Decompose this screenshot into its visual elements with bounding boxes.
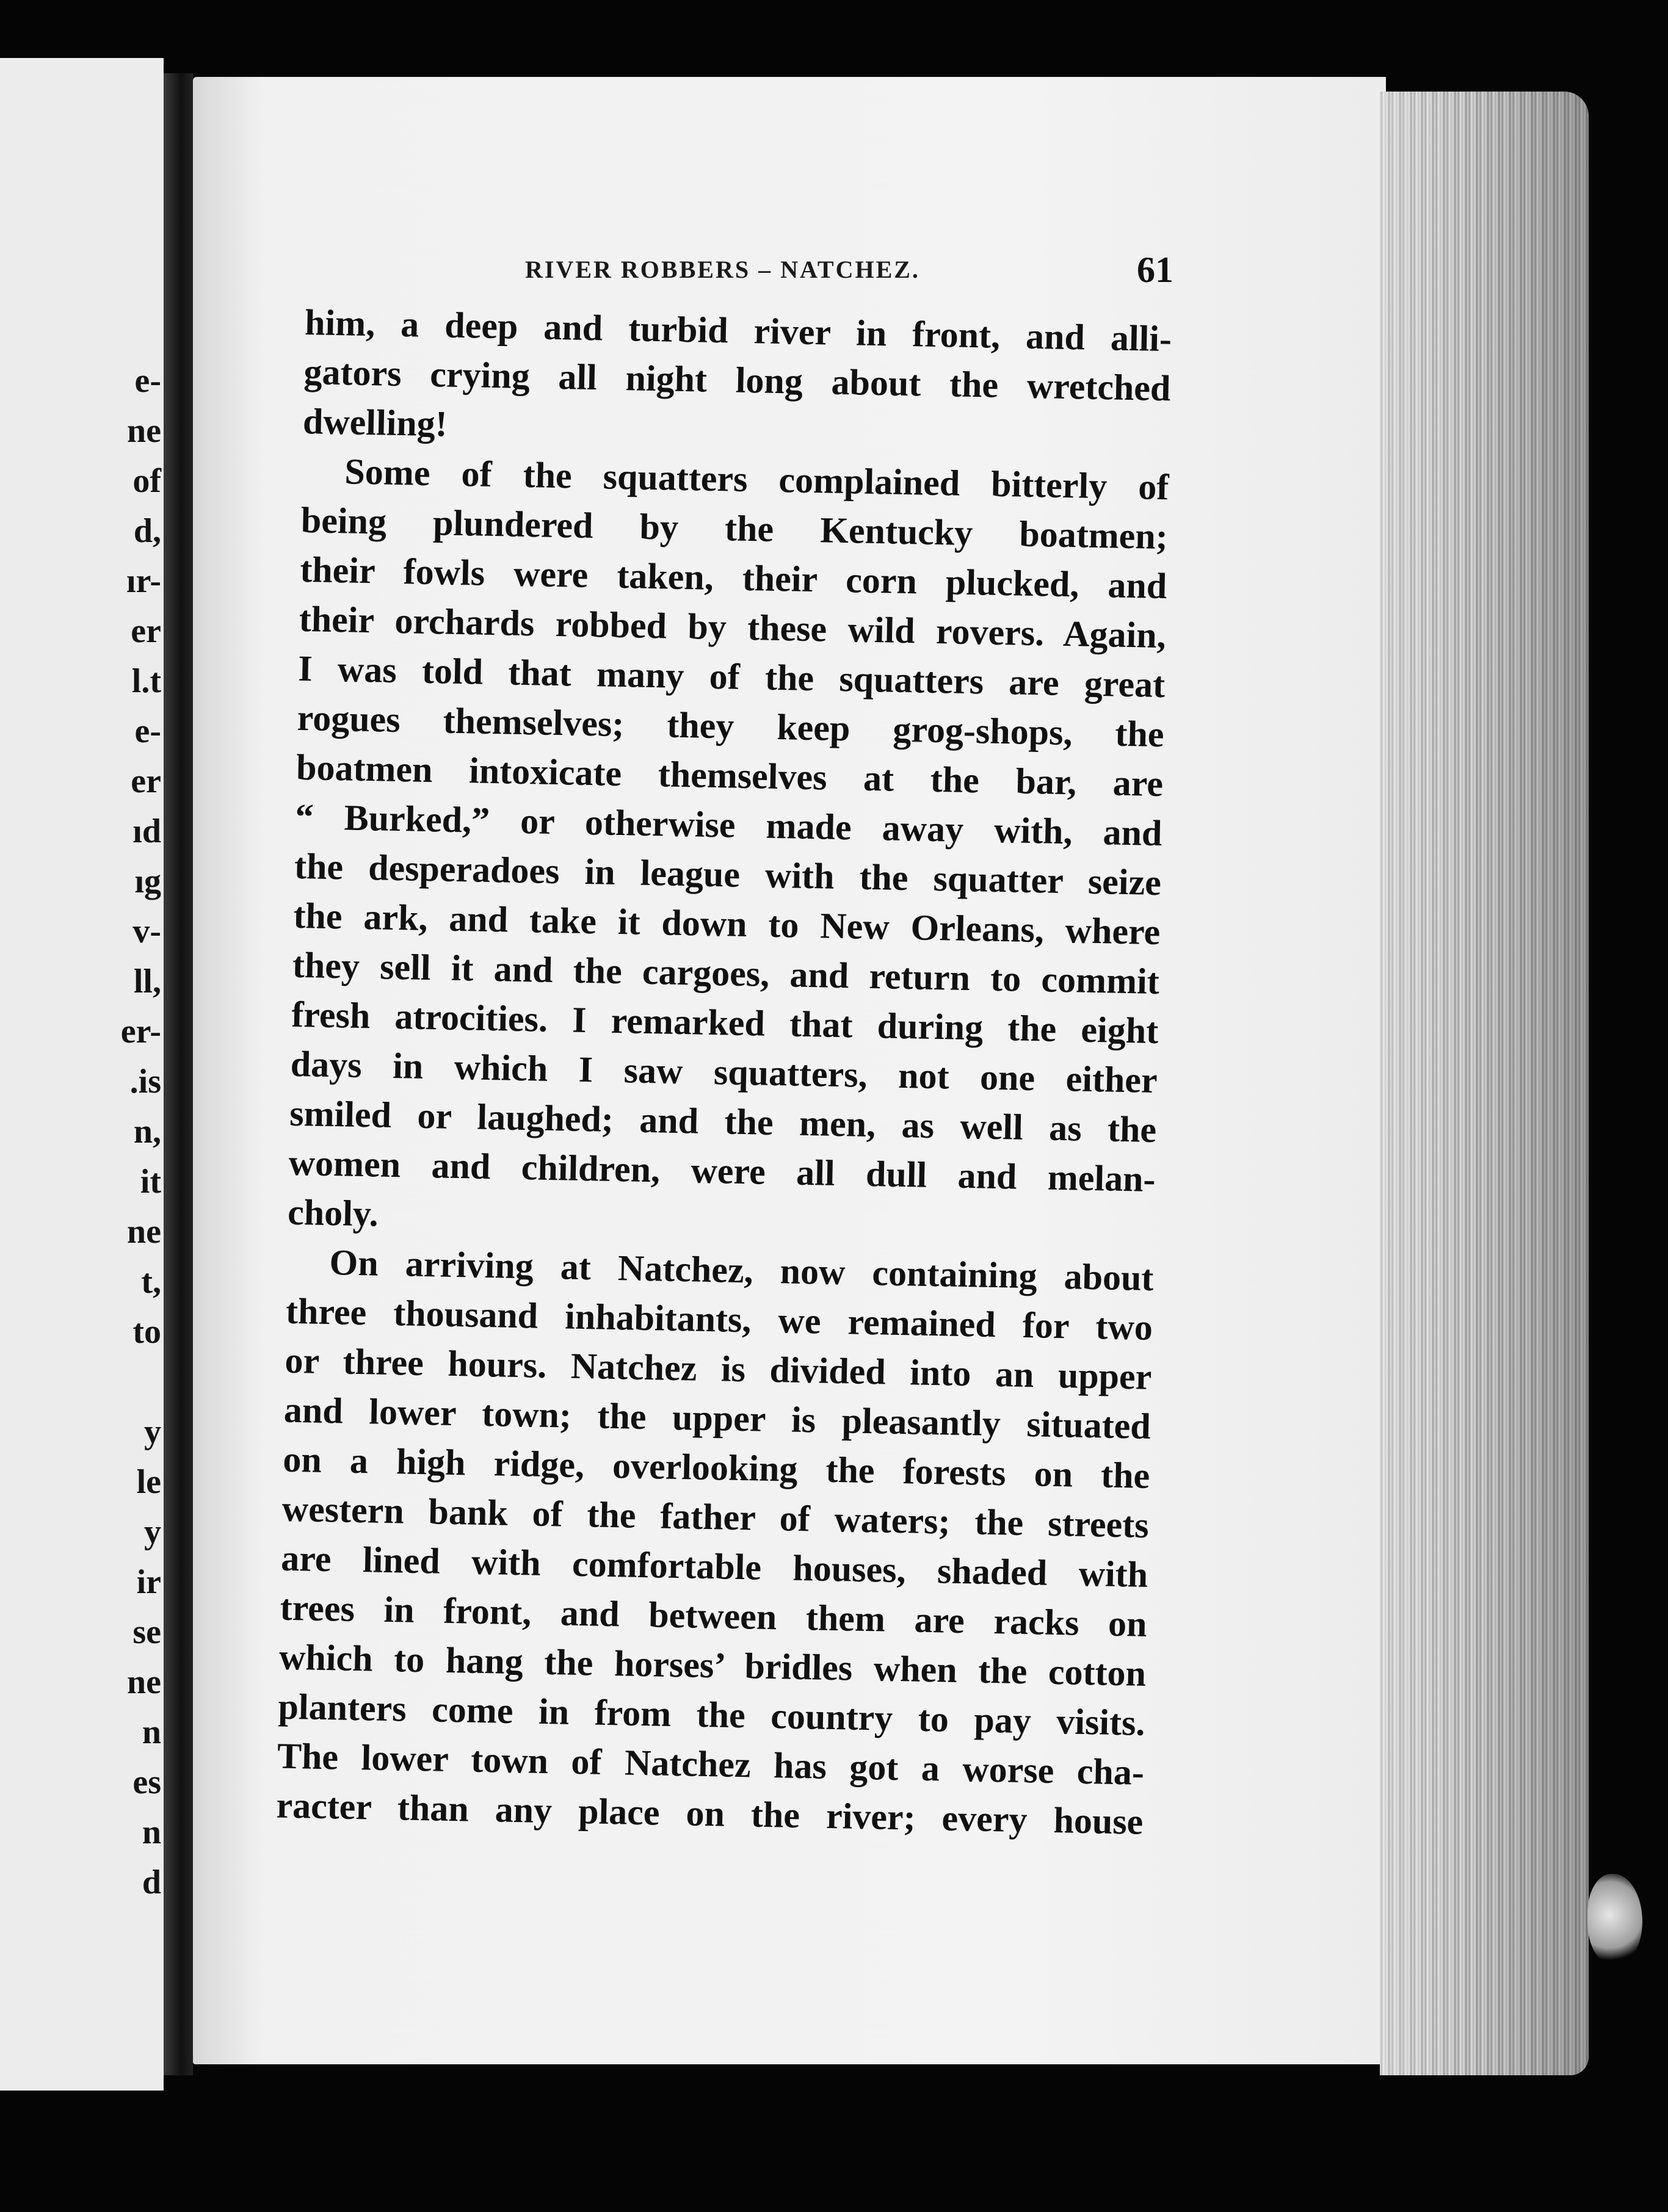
text-line: “ Burked,” or otherwise made away with, and — [295, 796, 1163, 854]
left-fragment: ne — [127, 1213, 161, 1251]
text-line: on a high ridge, overlooking the forests on the — [282, 1439, 1150, 1496]
left-fragment: y — [144, 1413, 161, 1451]
left-fragment: es — [132, 1763, 161, 1801]
left-fragment: l.t — [131, 662, 161, 700]
text-line: the desperadoes in league with the squatter seize — [294, 845, 1162, 903]
left-fragment: y — [144, 1513, 161, 1551]
left-fragment: of — [132, 462, 161, 500]
left-fragment: e- — [134, 362, 161, 400]
text-line: trees in front, and between them are racks on — [280, 1587, 1148, 1644]
text-line: they sell it and the cargoes, and return to commit — [292, 944, 1160, 1002]
left-page-text-fragments — [0, 356, 164, 1907]
left-fragment: it — [140, 1163, 161, 1201]
text-line: fresh atrocities. I remarked that during the eight — [291, 994, 1159, 1052]
left-fragment: n — [142, 1813, 161, 1851]
left-fragment: ıd — [132, 812, 161, 850]
text-line: three thousand inhabitants, we remained for two — [285, 1290, 1153, 1348]
left-fragment: se — [132, 1613, 161, 1651]
text-line: choly. — [287, 1191, 379, 1234]
fore-edge-shading — [1380, 92, 1589, 2075]
left-fragment: ir — [136, 1563, 161, 1601]
text-line: days in which I saw squatters, not one either — [290, 1043, 1158, 1101]
left-fragment: le — [136, 1463, 161, 1501]
text-line: On arriving at Natchez, now containing about — [329, 1242, 1155, 1298]
left-fragment: v- — [132, 913, 161, 950]
text-line: women and children, were all dull and melan- — [288, 1142, 1156, 1199]
text-line: western bank of the father of waters; the streets — [281, 1488, 1150, 1545]
left-fragment — [0, 1357, 164, 1407]
left-fragment: .is — [129, 1063, 161, 1101]
left-fragment: e- — [134, 712, 161, 750]
text-line: gators crying all night long about the wretched — [303, 351, 1172, 409]
left-fragment: ıg — [134, 862, 161, 900]
left-fragment: n, — [133, 1113, 161, 1151]
text-line: planters come in from the country to pay visits. — [278, 1686, 1146, 1743]
text-line: and lower town; the upper is pleasantly situated — [283, 1389, 1151, 1447]
left-fragment: n — [142, 1713, 161, 1751]
left-fragment: er- — [120, 1013, 161, 1050]
left-fragment: to — [132, 1313, 161, 1351]
text-line: smiled or laughed; and the men, as well as the — [289, 1093, 1157, 1151]
left-fragment: ır- — [126, 562, 161, 600]
text-line: dwelling! — [302, 400, 448, 444]
text-line: boatmen intoxicate themselves at the bar, are — [296, 746, 1164, 804]
text-line: being plundered by the Kentucky boatmen; — [300, 499, 1169, 557]
running-head: RIVER ROBBERS – NATCHEZ. — [525, 256, 920, 283]
text-line: which to hang the horses’ bridles when the cotton — [278, 1636, 1147, 1694]
left-facing-page — [0, 58, 164, 2091]
text-line: Some of the squatters complained bitterly of — [344, 451, 1169, 508]
text-line: the ark, and take it down to New Orleans, where — [292, 895, 1161, 953]
left-fragment: er — [131, 762, 161, 800]
page-body-text — [276, 298, 1172, 1847]
text-line: or three hours. Natchez is divided into an upper — [284, 1340, 1152, 1397]
text-line: their orchards robbed by these wild rovers. Again, — [299, 598, 1167, 656]
text-line: I was told that many of the squatters are great — [297, 648, 1166, 706]
text-line: are lined with comfortable houses, shaded with — [280, 1538, 1148, 1595]
left-fragment: er — [131, 612, 161, 650]
paper-blemish — [1587, 1874, 1642, 1965]
left-fragment: d — [142, 1863, 161, 1901]
text-line: The lower town of Natchez has got a worse cha- — [277, 1735, 1145, 1793]
page-number: 61 — [1137, 250, 1173, 290]
book-gutter — [164, 73, 193, 2075]
left-fragment: ll, — [133, 963, 161, 1000]
left-fragment: d, — [133, 512, 161, 550]
left-fragment: ne — [127, 412, 161, 450]
text-line: rogues themselves; they keep grog-shops, the — [297, 697, 1165, 755]
left-fragment: t, — [141, 1263, 161, 1301]
text-line: him, a deep and turbid river in front, and alli- — [304, 302, 1172, 360]
text-line: racter than any place on the river; every house — [275, 1785, 1144, 1842]
left-fragment: ne — [127, 1663, 161, 1701]
text-line: their fowls were taken, their corn plucked, and — [299, 549, 1167, 607]
